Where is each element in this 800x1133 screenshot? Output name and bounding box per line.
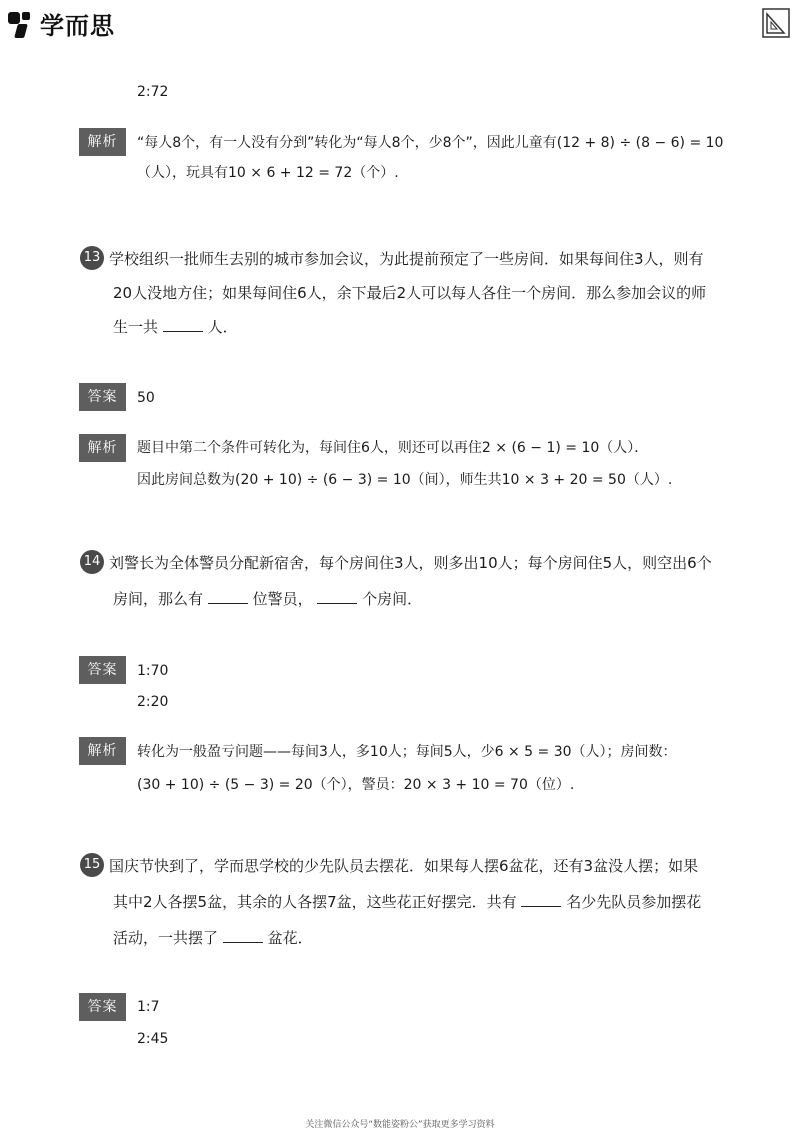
analysis-line: 题目中第二个条件可转化为，每间住6人，则还可以再住2 × (6 − 1) = 10（人）． [137,440,649,456]
question-line [113,891,701,913]
answer-line: 1:7 [137,999,160,1015]
ruler-triangle-icon [762,8,790,38]
answer-blank [163,317,203,332]
analysis-line: 转化为一般盈亏问题——每间3人，多10人；每间5人，少6 × 5 = 30（人）；房间数： [137,744,677,760]
analysis-line: “每人8个，有一人没有分到”转化为“每人8个，少8个”，因此儿童有(12 + 8) ÷ (8 − 6) = 10 [137,135,724,151]
question-text: 盆花． [267,929,313,947]
analysis-line: 因此房间总数为(20 + 10) ÷ (6 − 3) = 10（间），师生共10 × 3 + 20 = 50（人）. [137,472,673,488]
question-number-badge: 14 [80,550,104,574]
question-text: 生一共 [113,318,159,336]
footer-note: 关注微信公众号“数能姿粉公”获取更多学习资料 [305,1120,495,1130]
answer-line: 1:70 [137,663,169,679]
analysis-tag: 解析 [79,434,126,462]
question-text: 人． [207,318,238,336]
analysis-line: （人），玩具有10 × 6 + 12 = 72（个）. [137,165,399,181]
question-line [113,316,238,338]
answer-tag: 答案 [79,993,126,1021]
analysis-tag: 解析 [79,128,126,156]
answer-line: 2:45 [137,1031,169,1047]
logo-mark-icon [8,10,36,38]
question-text: 名少先队员参加摆花 [566,893,702,911]
logo-text: 学而思 [40,12,115,40]
question-text: 房间，那么有 [113,590,204,608]
question-text: 位警员， [252,590,313,608]
answer-tag: 答案 [79,383,126,411]
analysis-line: (30 + 10) ÷ (5 − 3) = 20（个），警员：20 × 3 + 10 = 70（位）. [137,777,575,793]
answer-blank [521,892,561,907]
question-line [113,588,422,610]
question-text: 活动，一共摆了 [113,929,219,947]
answer-line: 2:20 [137,694,169,710]
answer-blank [317,589,357,604]
question-text: 其中2人各摆5盆，其余的人各摆7盆，这些花正好摆完．共有 [113,893,517,911]
question-number-badge: 15 [80,853,104,877]
question-line: 国庆节快到了，学而思学校的少先队员去摆花．如果每人摆6盆花，还有3盆没人摆；如果 [109,857,699,875]
brand-logo [8,6,115,41]
question-line: 20人没地方住；如果每间住6人，余下最后2人可以每人各住一个房间．那么参加会议的师 [113,284,707,302]
question-line: 学校组织一批师生去别的城市参加会议，为此提前预定了一些房间．如果每间住3人，则有 [109,250,704,268]
answer-line: 2:72 [137,84,169,100]
question-text: 个房间． [362,590,423,608]
answer-line: 50 [137,390,155,406]
answer-tag: 答案 [79,656,126,684]
question-number-badge: 13 [80,246,104,270]
analysis-tag: 解析 [79,737,126,765]
question-line: 刘警长为全体警员分配新宿舍，每个房间住3人，则多出10人；每个房间住5人，则空出6个 [109,554,712,572]
answer-blank [223,928,263,943]
question-line [113,927,313,949]
answer-blank [208,589,248,604]
